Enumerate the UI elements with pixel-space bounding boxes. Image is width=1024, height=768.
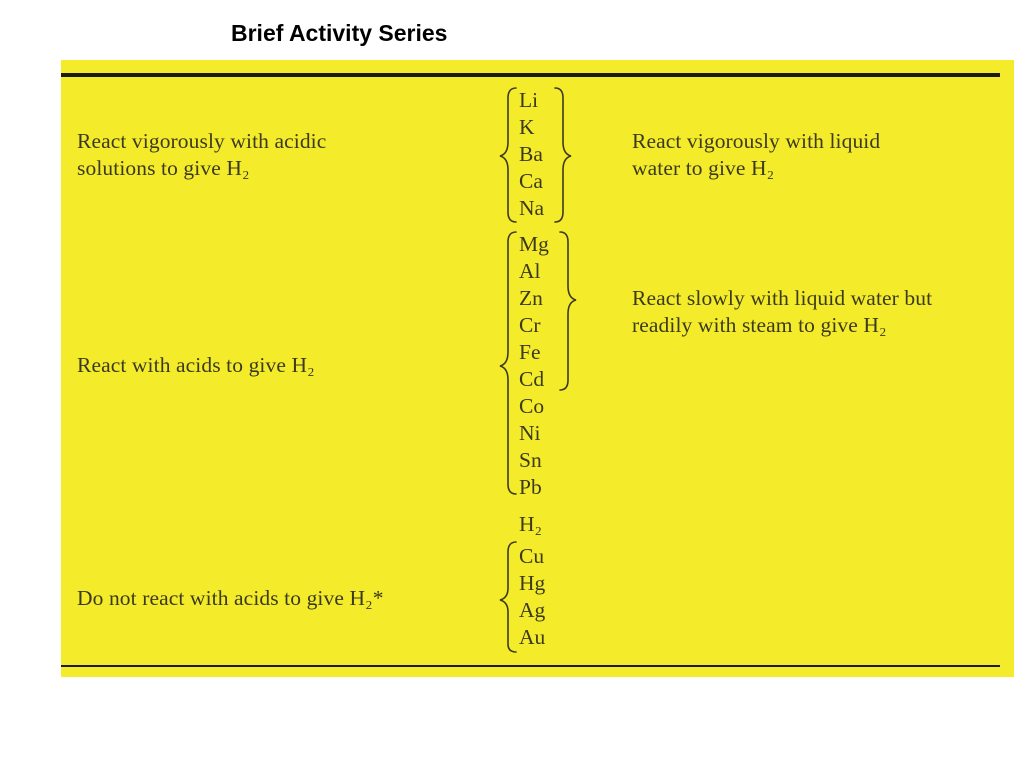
metal-13: Sn xyxy=(519,448,542,472)
metal-1: K xyxy=(519,115,535,139)
metal-4: Na xyxy=(519,196,545,220)
metal-6: Al xyxy=(519,259,541,283)
slide-title: Brief Activity Series xyxy=(231,20,448,46)
brace-brackets xyxy=(61,60,1014,677)
left-brace-acid xyxy=(500,232,516,494)
desc-vigorous-water: React vigorously with liquid water to give H₂ xyxy=(632,129,881,180)
desc-no-react-acid: Do not react with acids to give H₂* xyxy=(77,586,384,610)
metal-12: Ni xyxy=(519,421,541,445)
metal-16: Cu xyxy=(519,544,545,568)
left-brace-noble xyxy=(500,542,516,652)
metal-7: Zn xyxy=(519,286,543,310)
right-brace-water xyxy=(555,88,571,222)
metal-18: Ag xyxy=(519,598,546,622)
bottom-rule xyxy=(61,665,1000,667)
metal-5: Mg xyxy=(519,232,549,256)
metal-19: Au xyxy=(519,625,546,649)
left-brace-alkali xyxy=(500,88,516,222)
metal-3: Ca xyxy=(519,169,543,193)
metal-11: Co xyxy=(519,394,545,418)
metal-8: Cr xyxy=(519,313,541,337)
desc-slow-water-steam: React slowly with liquid water but readily with steam to give H₂ xyxy=(632,286,933,337)
desc-react-acid: React with acids to give H₂ xyxy=(77,353,315,377)
metal-2: Ba xyxy=(519,142,543,166)
right-brace-steam xyxy=(560,232,576,390)
metal-15: H₂ xyxy=(519,512,543,536)
metal-9: Fe xyxy=(519,340,541,364)
desc-vigorous-acid: React vigorously with acidic solutions to give H₂ xyxy=(77,129,327,180)
metal-14: Pb xyxy=(519,475,542,499)
metal-0: Li xyxy=(519,88,539,112)
activity-series-panel xyxy=(61,60,1014,677)
metal-10: Cd xyxy=(519,367,545,391)
metal-17: Hg xyxy=(519,571,546,595)
